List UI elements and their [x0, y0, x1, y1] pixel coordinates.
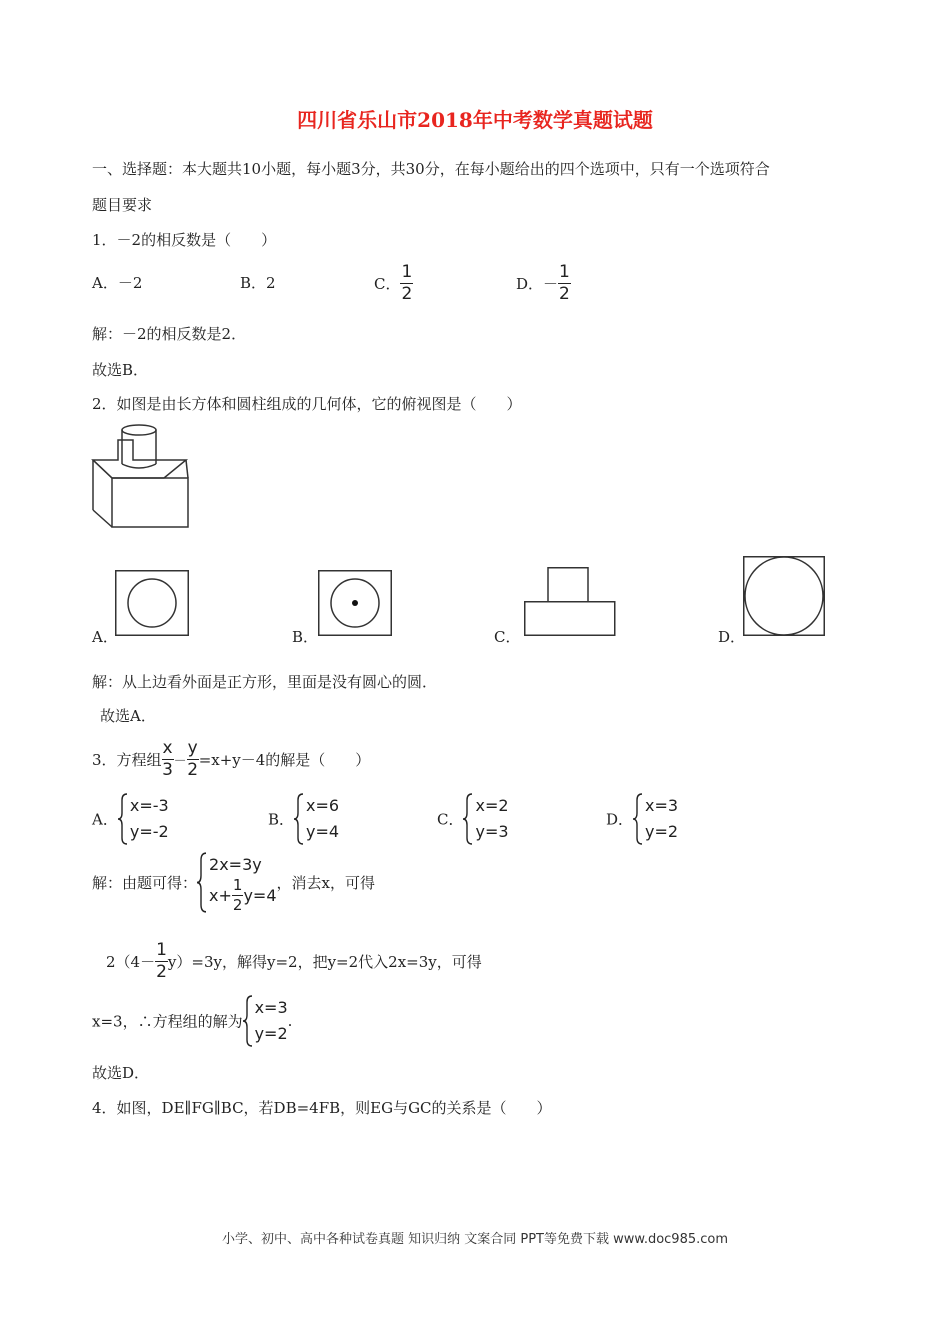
- page-footer: 小学、初中、高中各种试卷真题 知识归纳 文案合同 PPT等免费下载 www.doc985.com: [221, 1232, 729, 1247]
- q3-step2-prefix: 2（4－: [106, 953, 156, 971]
- q1-solution: 解：－2的相反数是2．: [92, 325, 247, 343]
- brace-icon: [243, 995, 253, 1047]
- q3-stem-minus: －: [173, 754, 187, 769]
- q2-option-b-figure: [318, 570, 392, 636]
- brace-icon: [463, 793, 473, 845]
- q2-answer: 故选A．: [100, 707, 156, 725]
- q3-step3-prefix: x=3，∴方程组的解为: [92, 1012, 243, 1031]
- q3-stem-frac-x: [162, 740, 174, 779]
- q3-solution: [92, 852, 375, 913]
- q2-option-c-figure: [524, 567, 616, 636]
- q1-option-c-fraction: [400, 264, 413, 303]
- q3-option-c-label: C．: [437, 810, 464, 829]
- fraction-numerator: 1: [156, 940, 167, 960]
- fraction-denominator: 2: [401, 284, 413, 304]
- system-line-part: y=4: [243, 886, 277, 905]
- fraction-numerator: 1: [232, 876, 243, 894]
- system-line: y=-2: [129, 822, 169, 841]
- q3-step3-system: [243, 995, 288, 1047]
- system-line: x=2: [475, 796, 509, 815]
- fraction-numerator: x: [162, 738, 173, 758]
- q3-option-d: [606, 793, 678, 845]
- q2-option-a-figure: [115, 570, 189, 636]
- q2-option-d-figure: [743, 556, 825, 636]
- q3-option-a-label: A．: [92, 810, 118, 829]
- q3-option-a-system: [118, 793, 169, 845]
- q3-step2-suffix: y）=3y，解得y=2，把y=2代入2x=3y，可得: [167, 953, 482, 971]
- brace-icon: [118, 793, 128, 845]
- q1-option-d: [516, 264, 571, 303]
- system-line: x=3: [645, 796, 679, 815]
- fraction-numerator: y: [187, 738, 198, 758]
- q2-solid-figure: [88, 420, 198, 532]
- q3-step2-fraction: [155, 942, 168, 981]
- q1-option-d-label: D．－: [516, 275, 559, 293]
- q3-stem-prefix: 3．方程组: [92, 751, 162, 769]
- q3-option-d-label: D．: [606, 810, 634, 829]
- q2-option-a-label: A．: [92, 628, 118, 646]
- q3-option-c-system: [463, 793, 508, 845]
- fraction-numerator: 1: [401, 262, 413, 282]
- system-line: y=2: [645, 822, 679, 841]
- q2-solution: 解：从上边看外面是正方形，里面是没有圆心的圆．: [92, 673, 438, 691]
- q2-option-d-label: D．: [718, 628, 746, 646]
- system-line: y=4: [306, 822, 340, 841]
- fraction-denominator: 2: [232, 896, 243, 914]
- q3-option-b-system: [294, 793, 339, 845]
- brace-icon: [294, 793, 304, 845]
- system-line: y=3: [475, 822, 509, 841]
- q3-stem-suffix: =x+y－4的解是（ ）: [198, 751, 371, 769]
- system-line: y=2: [254, 1024, 288, 1043]
- q3-solution-suffix: ，消去x，可得: [276, 874, 375, 892]
- system-line-part: x+: [209, 886, 232, 905]
- fraction-numerator: 1: [559, 262, 570, 282]
- q3-option-d-system: [633, 793, 678, 845]
- system-line: x=3: [254, 998, 288, 1017]
- system-line: [209, 878, 276, 913]
- system-line: 2x=3y: [209, 855, 262, 874]
- q2-stem: 2．如图是由长方体和圆柱组成的几何体，它的俯视图是（ ）: [92, 395, 522, 413]
- q1-answer: 故选B．: [92, 361, 149, 379]
- q1-stem: 1．－2的相反数是（ ）: [92, 231, 277, 249]
- q1-option-d-fraction: [558, 264, 571, 303]
- system-line: x=6: [306, 796, 340, 815]
- q3-option-c: [437, 793, 509, 845]
- solution-fraction: [232, 878, 244, 913]
- q3-stem: [92, 740, 370, 779]
- q2-option-b-label: B．: [292, 628, 319, 646]
- q3-option-b-label: B．: [268, 810, 295, 829]
- fraction-denominator: 2: [559, 284, 570, 304]
- q3-option-b: [268, 793, 339, 845]
- brace-icon: [633, 793, 643, 845]
- q2-option-c-label: C．: [494, 628, 521, 646]
- q1-option-c: [374, 264, 413, 303]
- q3-answer: 故选D．: [92, 1064, 150, 1082]
- q3-step3: [92, 995, 292, 1047]
- fraction-denominator: 2: [187, 760, 199, 780]
- q1-option-b: B．2: [240, 274, 276, 292]
- q3-step2: [106, 942, 482, 981]
- q1-option-a: A．－2: [92, 274, 143, 292]
- page-title: 四川省乐山市2018年中考数学真题试题: [297, 108, 653, 132]
- section-heading: 一、选择题：本大题共10小题，每小题3分，共30分，在每小题给出的四个选项中，只有一个选项符合: [92, 160, 770, 178]
- q3-solution-prefix: 解：由题可得：: [92, 874, 198, 892]
- q4-stem: 4．如图，DE∥FG∥BC，若DB=4FB，则EG与GC的关系是（ ）: [92, 1099, 552, 1117]
- q3-option-a: [92, 793, 169, 845]
- q3-solution-system: [197, 852, 276, 913]
- q1-option-c-label: C．: [374, 275, 401, 293]
- brace-icon: [197, 852, 207, 913]
- fraction-denominator: 3: [162, 760, 173, 780]
- section-heading-cont: 题目要求: [92, 196, 153, 214]
- q3-stem-frac-y: [187, 740, 199, 779]
- q3-step3-suffix: .: [287, 1012, 293, 1030]
- fraction-denominator: 2: [156, 962, 167, 982]
- system-line: x=-3: [129, 796, 169, 815]
